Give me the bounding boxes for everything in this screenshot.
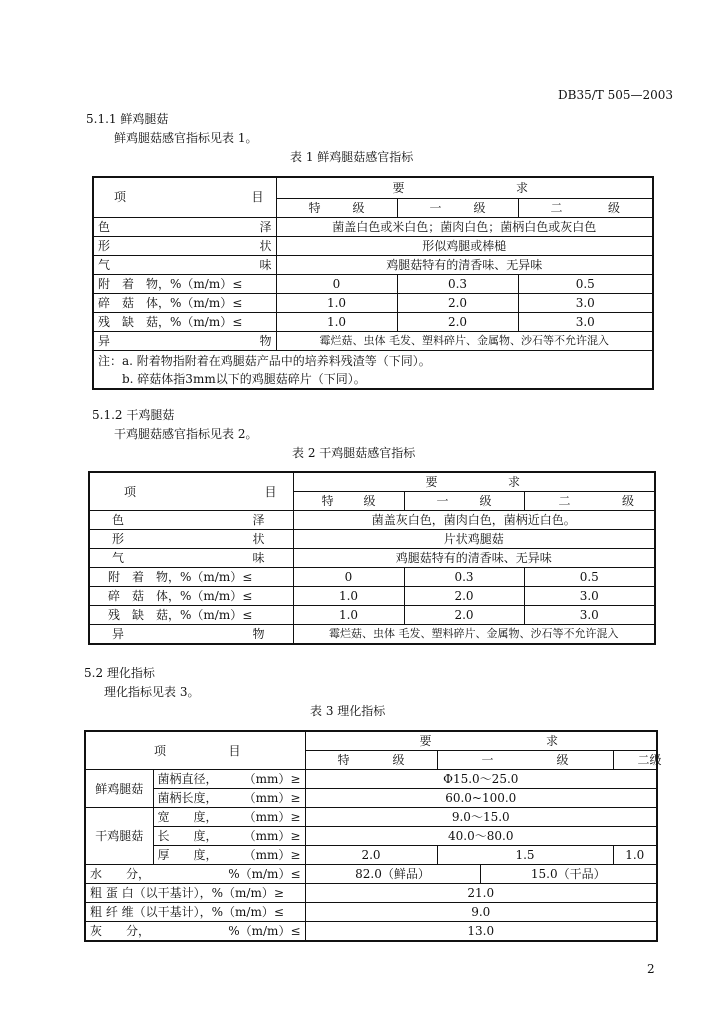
table-caption: 表 1 鲜鸡腿菇感官指标 xyxy=(290,150,414,164)
table-row: 粗 纤 维（以干基计），%（m/m）≤ 9.0 xyxy=(85,903,657,922)
page-number: 2 xyxy=(647,962,655,976)
section-intro: 理化指标见表 3。 xyxy=(104,685,200,699)
table-row: 色 泽 菌盖灰白色，菌肉白色，菌柄近白色。 xyxy=(89,511,655,530)
table-row: 灰 分， %（m/m）≤ 13.0 xyxy=(85,922,657,942)
table-caption: 表 3 理化指标 xyxy=(310,704,386,718)
grade-second: 二 级 xyxy=(524,492,655,511)
section-heading: 5.1.1 鲜鸡腿菇 xyxy=(86,112,169,126)
table-row: 气 味 鸡腿菇特有的清香味、无异味 xyxy=(89,549,655,568)
table-row: 干鸡腿菇 宽 度， （mm）≥ 9.0～15.0 xyxy=(85,808,657,827)
table-row: 附 着 物，%（m/m）≤ 0 0.3 0.5 xyxy=(93,274,653,293)
table-row: 菌柄长度， （mm）≥ 60.0~100.0 xyxy=(85,789,657,808)
table-row: 厚 度， （mm）≥ 2.0 1.5 1.0 xyxy=(85,846,657,865)
group-fresh: 鲜鸡腿菇 xyxy=(85,770,153,808)
sensory-table-dry xyxy=(88,471,656,645)
header-item: 项 目 xyxy=(89,472,293,511)
header-requirement: 要 求 xyxy=(276,177,653,198)
grade-special: 特 级 xyxy=(305,751,437,770)
section-intro: 干鸡腿菇感官指标见表 2。 xyxy=(114,427,258,441)
section-intro: 鲜鸡腿菇感官指标见表 1。 xyxy=(114,131,258,145)
grade-second: 二 级 xyxy=(518,198,653,217)
table-row: 水 分， %（m/m）≤ 82.0（鲜品） 15.0（干品） xyxy=(85,865,657,884)
table-row: 残 缺 菇，%（m/m）≤ 1.0 2.0 3.0 xyxy=(89,606,655,625)
grade-special: 特 级 xyxy=(276,198,397,217)
grade-first: 一 级 xyxy=(404,492,524,511)
table-row: 异 物 霉烂菇、虫体 毛发、塑料碎片、金属物、沙石等不允许混入 xyxy=(89,625,655,645)
table-row: 鲜鸡腿菇 菌柄直径， （mm）≥ Φ15.0～25.0 xyxy=(85,770,657,789)
table-row: 形 状 形似鸡腿或棒槌 xyxy=(93,236,653,255)
grade-first: 一 级 xyxy=(437,751,613,770)
header-item: 项 目 xyxy=(93,177,276,217)
table-row: 粗 蛋 白（以干基计），%（m/m）≥ 21.0 xyxy=(85,884,657,903)
table-row: 残 缺 菇，%（m/m）≤ 1.0 2.0 3.0 xyxy=(93,312,653,331)
table-row: 碎 菇 体，%（m/m）≤ 1.0 2.0 3.0 xyxy=(89,587,655,606)
group-dry: 干鸡腿菇 xyxy=(85,808,153,865)
table-row: 气 味 鸡腿菇特有的清香味、无异味 xyxy=(93,255,653,274)
table-notes: 注：a. 附着物指附着在鸡腿菇产品中的培养料残渣等（下同）。 b. 碎菇体指3mm以下的鸡腿菇碎片（下同）。 xyxy=(93,350,653,389)
table-row: 长 度， （mm）≥ 40.0～80.0 xyxy=(85,827,657,846)
physicochemical-table xyxy=(84,730,662,942)
grade-second: 二 级 xyxy=(613,751,657,770)
section-heading: 5.2 理化指标 xyxy=(84,666,155,680)
table-caption: 表 2 干鸡腿菇感官指标 xyxy=(292,446,416,460)
grade-first: 一 级 xyxy=(397,198,518,217)
table-row: 异 物 霉烂菇、虫体 毛发、塑料碎片、金属物、沙石等不允许混入 xyxy=(93,331,653,350)
header-requirement: 要 求 xyxy=(305,731,657,751)
grade-special: 特 级 xyxy=(293,492,404,511)
table-row: 附 着 物，%（m/m）≤ 0 0.3 0.5 xyxy=(89,568,655,587)
table-row: 色 泽 菌盖白色或米白色；菌肉白色；菌柄白色或灰白色 xyxy=(93,217,653,236)
table-row: 碎 菇 体，%（m/m）≤ 1.0 2.0 3.0 xyxy=(93,293,653,312)
header-requirement: 要 求 xyxy=(293,472,655,492)
document-code: DB35/T 505—2003 xyxy=(558,88,674,102)
section-heading: 5.1.2 干鸡腿菇 xyxy=(92,408,175,422)
sensory-table-fresh xyxy=(92,176,654,390)
table-row: 形 状 片状鸡腿菇 xyxy=(89,530,655,549)
header-item: 项 目 xyxy=(85,731,305,770)
